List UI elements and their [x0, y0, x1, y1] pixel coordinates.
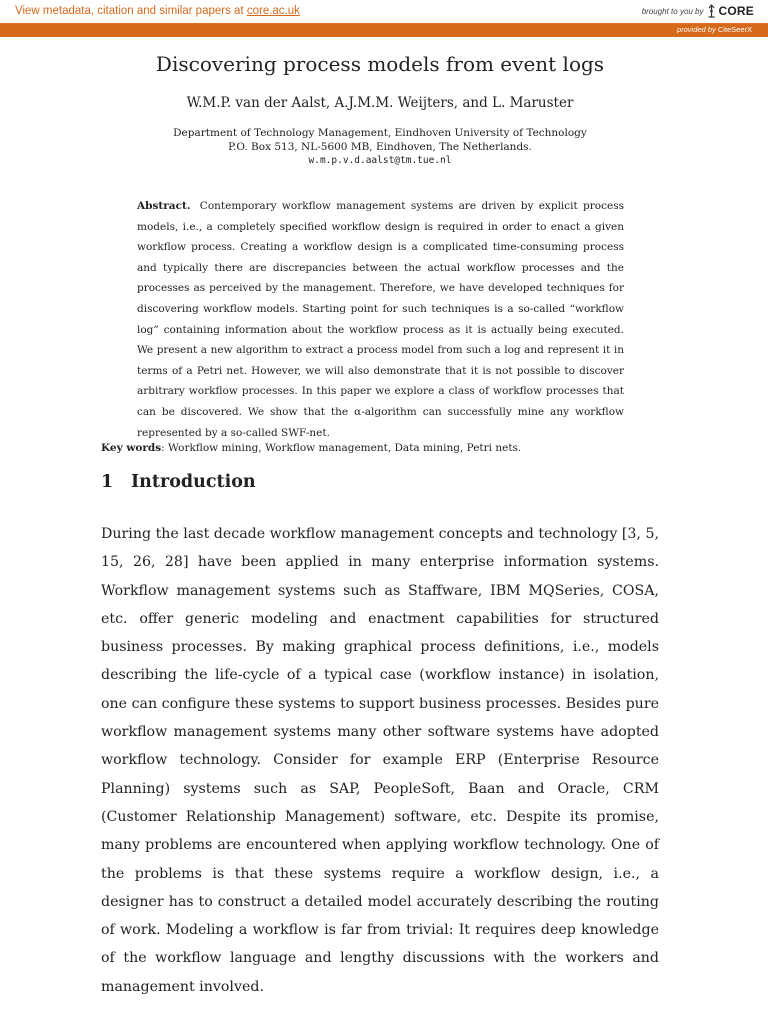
- provided-source: CiteSeerX: [717, 25, 752, 34]
- section-title: Introduction: [131, 472, 256, 492]
- provided-prefix: provided by: [676, 25, 716, 34]
- intro-paragraph: During the last decade workflow management concepts and technology [3, 5, 15, 26, 28] have been applied in many enterprise information systems. Workflow management systems such as Staffware, IBM MQSeries, COSA, etc. offer generic modeling and enactment capabilities for structured business processes. By making graphical process definitions, i.e., models describing the life-cycle of a typical case (workflow instance) in isolation, one can configure these systems to support business processes. Besides pure workflow management systems many other software systems have adopted workflow technology. Consider for example ERP (Enterprise Resource Planning) systems such as SAP, PeopleSoft, Baan and Oracle, CRM (Customer Relationship Management) software, etc. Despite its promise, many problems are encountered when applying workflow technology. One of the problems is that these systems require a workflow design, i.e., a designer has to construct a detailed model accurately describing the routing of work. Modeling a workflow is far from trivial: It requires deep knowledge of the workflow language and lengthy discussions with the workers and management involved.: [101, 526, 659, 995]
- keywords-label: Key words: [101, 442, 162, 454]
- keywords: [101, 442, 661, 454]
- author-email: w.m.p.v.d.aalst@tm.tue.nl: [308, 155, 452, 166]
- provided-by-bar: [0, 24, 768, 37]
- keywords-text: : Workflow mining, Workflow management, Data mining, Petri nets.: [161, 442, 522, 454]
- section-number: 1: [101, 472, 114, 492]
- metadata-text: View metadata, citation and similar papers at: [15, 5, 244, 17]
- core-ac-uk-link[interactable]: core.ac.uk: [246, 5, 300, 17]
- provided-by[interactable]: [677, 25, 752, 34]
- core-logo-icon: [707, 4, 716, 18]
- affiliation: [0, 126, 760, 168]
- abstract-label: Abstract.: [137, 200, 191, 212]
- brought-text: brought to you by: [641, 6, 704, 16]
- brought-to-you-by[interactable]: [642, 4, 754, 18]
- abstract: [137, 196, 624, 443]
- affiliation-line1: Department of Technology Management, Eindhoven University of Technology: [173, 127, 587, 139]
- authors: W.M.P. van der Aalst, A.J.M.M. Weijters, and L. Maruster: [186, 95, 574, 111]
- core-banner: [0, 0, 768, 24]
- metadata-notice: [15, 5, 300, 17]
- core-label: CORE: [718, 4, 754, 18]
- affiliation-line2: P.O. Box 513, NL-5600 MB, Eindhoven, The Netherlands.: [228, 141, 532, 153]
- abstract-text: Contemporary workflow management systems are driven by explicit process models, i.e., a completely specified workflow design is required in order to enact a given workflow process. Creating a workflow design is a complicated time-consuming process and typically there are discrepancies between the actual workflow processes and the processes as perceived by the management. Therefore, we have developed techniques for discovering workflow models. Starting point for such techniques is a so-called “workflow log” containing information about the workflow process as it is actually being executed. We present a new algorithm to extract a process model from such a log and represent it in terms of a Petri net. However, we will also demonstrate that it is not possible to discover arbitrary workflow processes. In this paper we explore a class of workflow processes that can be discovered. We show that the α-algorithm can successfully mine any workflow represented by a so-called SWF-net.: [137, 200, 624, 439]
- paper-title-line2: Discovering process models from event logs: [155, 52, 605, 76]
- section-heading-introduction: [101, 472, 256, 492]
